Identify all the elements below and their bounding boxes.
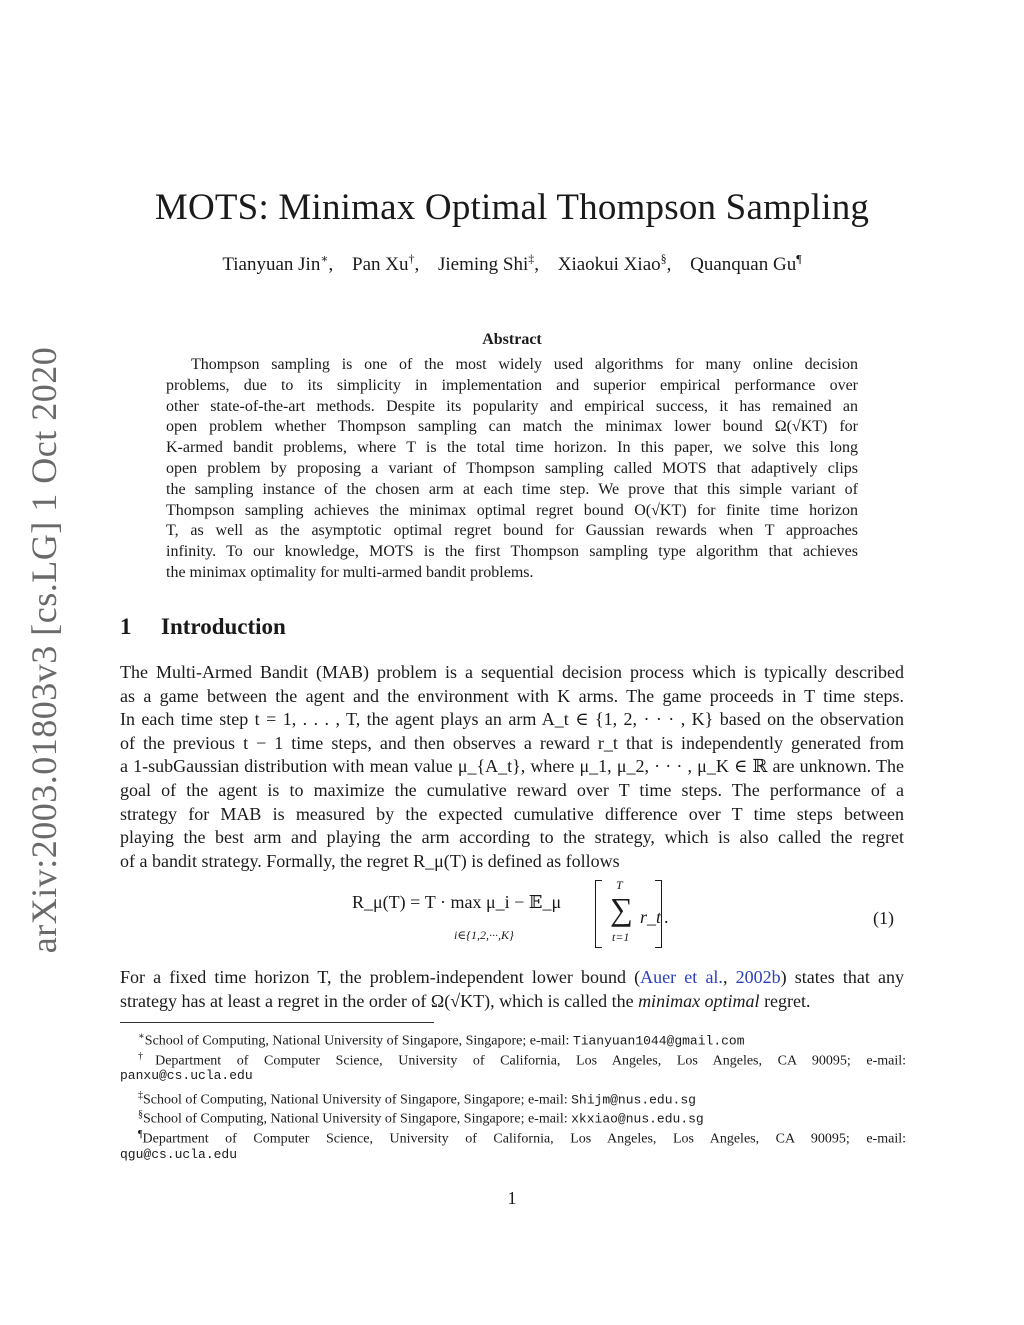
intro-paragraph — [120, 661, 904, 873]
footnote: ‡School of Computing, National University of Singapore, Singapore; e-mail: Shijm@nus.edu.sg — [138, 1089, 696, 1108]
abstract-line: the minimax optimality for multi-armed bandit problems. — [166, 563, 534, 581]
intro-line: of the previous t − 1 time steps, and then observes a reward r_t that is independently generated from — [120, 732, 904, 753]
sum-lower-limit: t=1 — [612, 930, 630, 944]
right-bracket — [655, 880, 662, 948]
footnote: ∗School of Computing, National University of Singapore, Singapore; e-mail: Tianyuan1044@gmail.com — [138, 1031, 745, 1049]
equation-number: (1) — [873, 908, 894, 928]
footnote: ¶Department of Computer Science, University of California, Los Angeles, Los Angeles, CA 90095; e-mail: — [138, 1128, 906, 1147]
equation-lhs: R_μ(T) = T · max μ_i − 𝔼_μ — [352, 892, 562, 912]
email-link[interactable]: xkxiao@nus.edu.sg — [571, 1112, 704, 1128]
abstract-line: Thompson sampling achieves the minimax optimal regret bound O(√KT) for finite time horizon — [166, 501, 858, 519]
abstract-line: Thompson sampling is one of the most widely used algorithms for many online decision — [191, 356, 858, 373]
intro-line: of a bandit strategy. Formally, the regret R_μ(T) is defined as follows — [120, 850, 620, 871]
intro-line: strategy for MAB is measured by the expected cumulative difference over T time steps between — [120, 803, 904, 824]
abstract-line: other state-of-the-art methods. Despite its popularity and empirical success, it has remained an — [166, 397, 858, 415]
footnote: §School of Computing, National University of Singapore, Singapore; e-mail: xkxiao@nus.edu.sg — [138, 1109, 704, 1128]
sum-upper-limit: T — [616, 878, 623, 892]
intro-line: playing the best arm and playing the arm according to the strategy, which is also called the regret — [120, 827, 904, 848]
abstract-line: open problem by proposing a variant of Thompson sampling called MOTS that adaptively clips — [166, 459, 858, 477]
author: Xiaokui Xiao§, — [557, 252, 672, 276]
abstract-line: K-armed bandit problems, where T is the total time horizon. In this paper, we solve this long — [166, 439, 858, 457]
page-number: 1 — [507, 1188, 517, 1208]
emphasis: minimax optimal — [638, 990, 760, 1011]
intro-line: goal of the agent is to maximize the cumulative reward over T time steps. The performance of a — [120, 779, 904, 800]
section-number: 1 — [120, 614, 132, 639]
arxiv-id[interactable]: arXiv:2003.01803v3 [cs.LG] 1 Oct 2020 — [24, 346, 64, 954]
intro-line: a 1-subGaussian distribution with mean value μ_{A_t}, where μ_1, μ_2, · · · , μ_K ∈ ℝ are unknown. The — [120, 756, 904, 777]
abstract-line: the sampling instance of the chosen arm at each time step. We prove that this simple variant of — [166, 480, 858, 498]
footnote-cont — [120, 1066, 906, 1086]
intro-line: as a game between the agent and the environment with K arms. The game proceeds in T time steps. — [120, 685, 904, 706]
email-link[interactable]: panxu@cs.ucla.edu — [120, 1068, 253, 1084]
abstract-body — [166, 355, 858, 584]
author: Tianyuan Jin∗, — [222, 252, 334, 276]
footnote-rule — [120, 1022, 434, 1023]
equation-period: . — [664, 907, 669, 927]
author-list — [0, 252, 1024, 276]
equation-max-subscript: i∈{1,2,···,K} — [454, 928, 514, 942]
citation-link[interactable]: Auer et al. — [640, 967, 723, 987]
author: Pan Xu†, — [352, 252, 420, 276]
abstract-line: infinity. To our knowledge, MOTS is the first Thompson sampling type algorithm that achieves — [166, 543, 858, 561]
left-bracket — [595, 880, 602, 948]
abstract-heading: Abstract — [482, 331, 542, 348]
para-line: strategy has at least a regret in the order of Ω(√KT), which is called the minimax optimal regret. — [120, 990, 811, 1011]
email-link[interactable]: Tianyuan1044@gmail.com — [572, 1033, 745, 1049]
intro-line: The Multi-Armed Bandit (MAB) problem is a sequential decision process which is typically described — [120, 662, 904, 682]
section-title: Introduction — [161, 614, 286, 639]
para-line: For a fixed time horizon T, the problem-independent lower bound (Auer et al., 2002b) states that any — [120, 967, 904, 987]
email-link[interactable]: qgu@cs.ucla.edu — [120, 1146, 238, 1162]
footnotes — [120, 1027, 906, 1164]
author: Quanquan Gu¶ — [690, 252, 802, 276]
paper-title: MOTS: Minimax Optimal Thompson Sampling — [154, 187, 870, 228]
lower-bound-paragraph — [120, 966, 904, 1013]
citation-year-link[interactable]: 2002b — [735, 967, 781, 987]
email-link[interactable]: Shijm@nus.edu.sg — [571, 1092, 696, 1108]
sum-body: r_t — [640, 907, 662, 927]
section-heading — [120, 614, 286, 640]
abstract-line: open problem whether Thompson sampling can match the minimax lower bound Ω(√KT) for — [166, 418, 858, 436]
footnote-cont — [120, 1145, 906, 1165]
sum-sign: ∑ — [610, 891, 633, 927]
intro-line: In each time step t = 1, . . . , T, the agent plays an arm A_t ∈ {1, 2, · · · , K} based on the observation — [120, 709, 904, 730]
abstract-line: T, as well as the asymptotic optimal regret bound for Gaussian rewards when T approaches — [166, 522, 858, 540]
footnote: †Department of Computer Science, University of California, Los Angeles, Los Angeles, CA 90095; e-mail: — [138, 1050, 906, 1069]
abstract-line: problems, due to its simplicity in implementation and superior empirical performance over — [166, 376, 858, 394]
author: Jieming Shi‡, — [437, 252, 539, 276]
